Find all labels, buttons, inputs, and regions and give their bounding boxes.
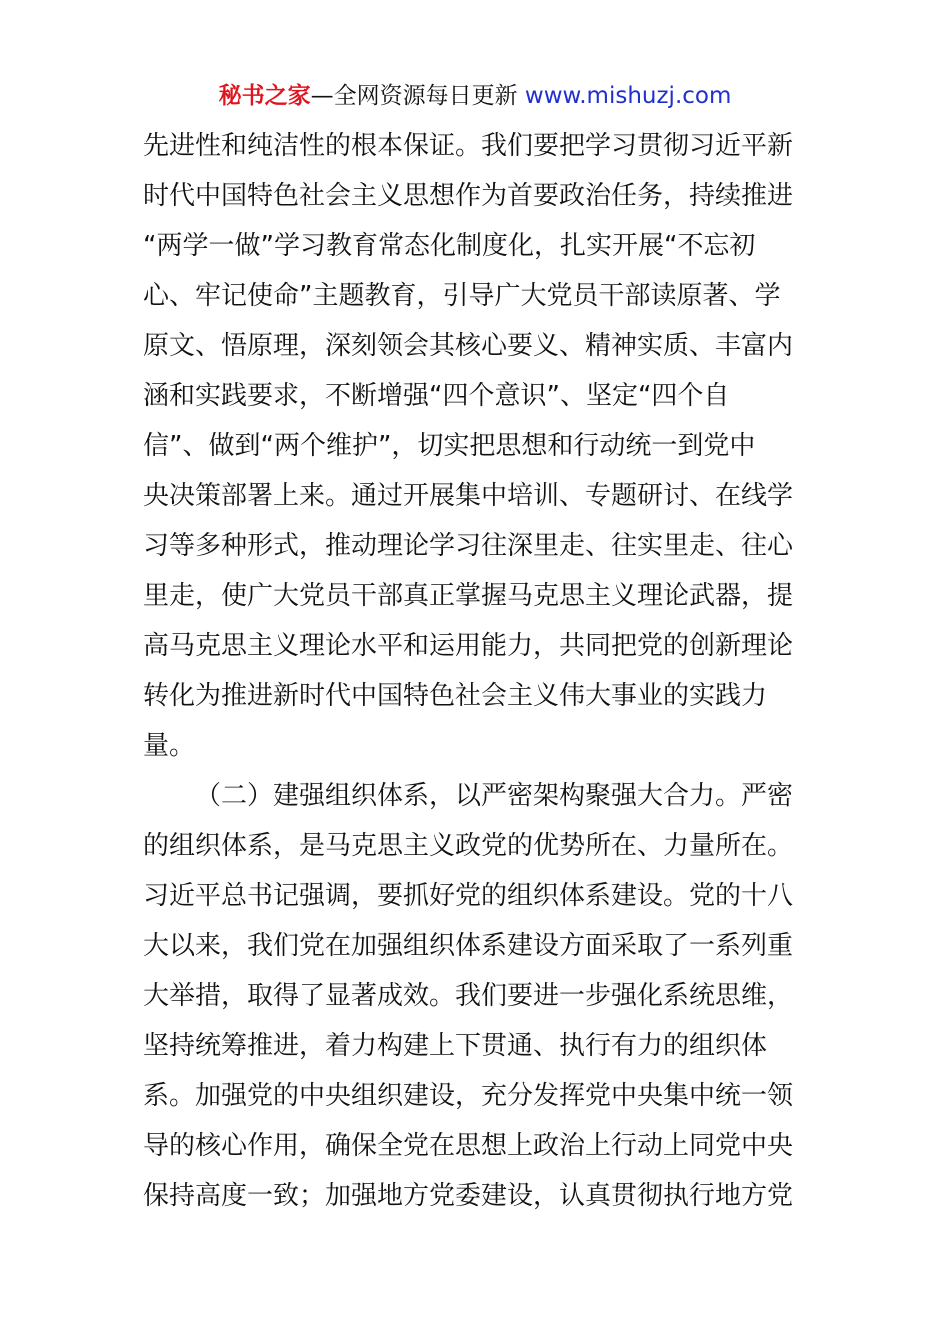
text-line: 高马克思主义理论水平和运用能力，共同把党的创新理论	[143, 631, 794, 661]
text-line: 央决策部署上来。通过开展集中培训、专题研讨、在线学	[143, 481, 794, 511]
text-line: 习近平总书记强调，要抓好党的组织体系建设。党的十八	[143, 881, 794, 911]
text-line: 心、牢记使命”主题教育，引导广大党员干部读原著、学	[143, 281, 781, 311]
text-line: 大以来，我们党在加强组织体系建设方面采取了一系列重	[143, 931, 794, 961]
text-line: 导的核心作用，确保全党在思想上政治上行动上同党中央	[143, 1131, 794, 1161]
section-heading-line: （二）建强组织体系，以严密架构聚强大合力。严密	[195, 781, 794, 811]
text-line: 时代中国特色社会主义思想作为首要政治任务，持续推进	[143, 181, 794, 211]
text-line: 的组织体系，是马克思主义政党的优势所在、力量所在。	[143, 831, 794, 861]
site-tagline: —全网资源每日更新	[310, 83, 518, 109]
site-header	[0, 80, 950, 112]
text-line: 量。	[143, 731, 196, 761]
text-line: 系。加强党的中央组织建设，充分发挥党中央集中统一领	[143, 1081, 794, 1111]
text-line: 里走，使广大党员干部真正掌握马克思主义理论武器，提	[143, 581, 794, 611]
text-line: 涵和实践要求，不断增强“四个意识”、坚定“四个自	[143, 381, 730, 411]
text-line: “两学一做”学习教育常态化制度化，扎实开展“不忘初	[143, 231, 756, 261]
site-brand: 秘书之家	[218, 83, 311, 109]
text-line: 坚持统筹推进，着力构建上下贯通、执行有力的组织体	[143, 1031, 768, 1061]
text-line: 大举措，取得了显著成效。我们要进一步强化系统思维，	[143, 981, 794, 1011]
text-line: 先进性和纯洁性的根本保证。我们要把学习贯彻习近平新	[143, 131, 794, 161]
site-url-link[interactable]: www.mishuzj.com	[524, 83, 732, 109]
text-line: 保持高度一致；加强地方党委建设，认真贯彻执行地方党	[143, 1181, 794, 1211]
text-line: 信”、做到“两个维护”，切实把思想和行动统一到党中	[143, 431, 756, 461]
text-line: 转化为推进新时代中国特色社会主义伟大事业的实践力	[143, 681, 768, 711]
text-line: 习等多种形式，推动理论学习往深里走、往实里走、往心	[143, 531, 794, 561]
document-body	[143, 121, 813, 1221]
text-line: 原文、悟原理，深刻领会其核心要义、精神实质、丰富内	[143, 331, 794, 361]
